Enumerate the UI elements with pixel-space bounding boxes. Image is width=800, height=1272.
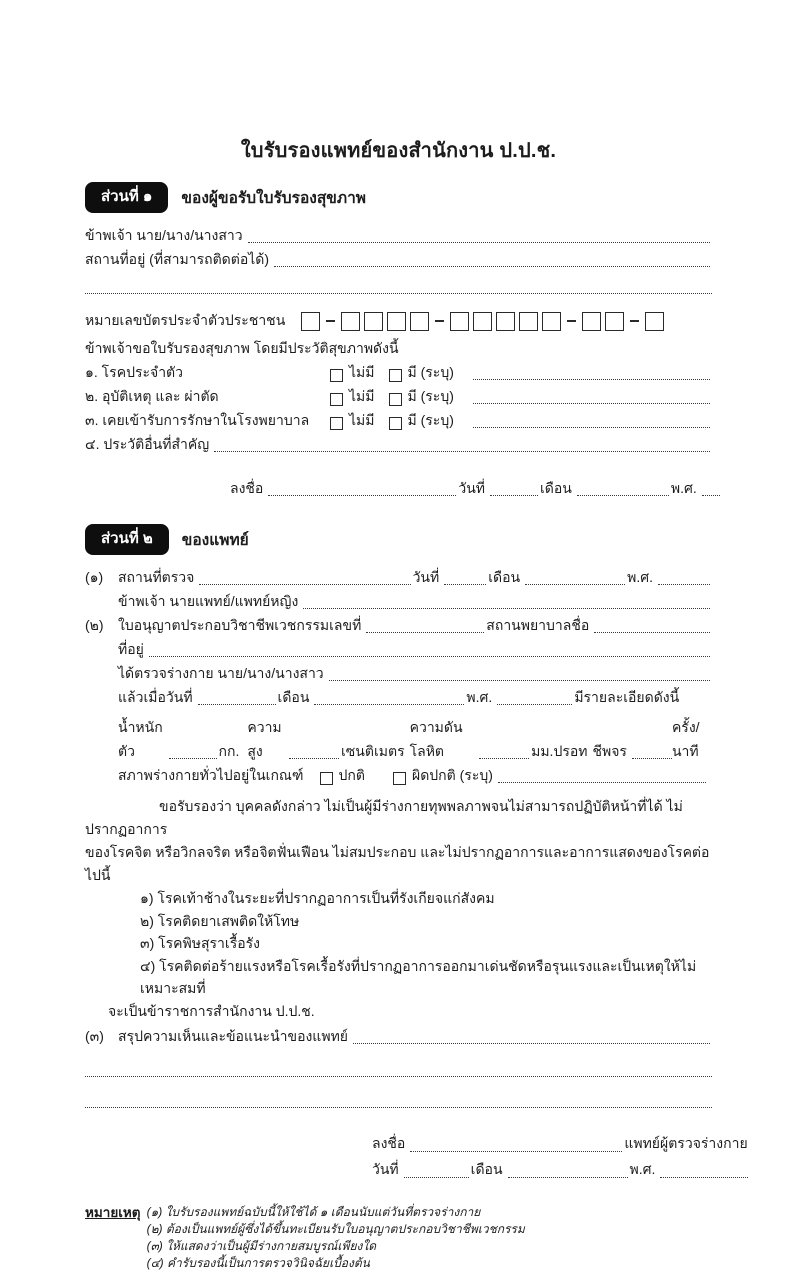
national-id-row [85,310,712,332]
day-label: วันที่ [372,1161,399,1177]
no-label: ไม่มี [349,412,375,428]
id-digit-box[interactable] [301,312,320,331]
details-label: มีรายละเอียดดังนี้ [574,689,680,705]
id-dash [326,320,335,322]
exam-place-row [85,565,712,589]
exam-place-label: สถานที่ตรวจ [118,569,195,585]
applicant-address-row [85,247,712,271]
exam-place-field[interactable] [199,568,410,585]
doctor-name-row [118,589,712,613]
on-date-label: แล้วเมื่อวันที่ [118,689,193,705]
abnormal-label: ผิดปกติ (ระบุ) [412,767,493,783]
exam-date-day-field[interactable] [198,688,276,705]
no-checkbox[interactable] [330,369,343,382]
license-row [85,613,712,637]
section2-header [85,524,712,555]
doctor-signature-field[interactable] [410,1135,622,1152]
section2-title: ของแพทย์ [181,532,249,549]
applicant-sign-year-field[interactable] [702,479,720,496]
note-item: (๓) ให้แสดงว่าเป็นผู้มีร่างกายสมบูรณ์เพียงใด [146,1239,376,1253]
section1-header [85,182,712,213]
hospital-address-row [118,637,712,661]
note-item: (๒) ต้องเป็นแพทย์ผู้ซึ่งได้ขึ้นทะเบียนรับใบอนุญาตประกอบวิชาชีพเวชกรรม [146,1222,525,1236]
disease-item: ๑) โรคเท้าช้างในระยะที่ปรากฏอาการเป็นที่รังเกียจแก่สังคม [140,890,495,906]
hospital-address-label: ที่อยู่ [118,641,144,657]
month-label: เดือน [277,689,310,705]
id-digit-box[interactable] [341,312,360,331]
summary-field[interactable] [353,1027,710,1044]
national-id-label: หมายเลขบัตรประจำตัวประชาชน [85,312,286,328]
condition-row [118,763,712,787]
pulse-label: ชีพจร [592,743,627,759]
applicant-sign-month-field[interactable] [577,479,669,496]
other-history-row [85,432,712,456]
id-digit-box[interactable] [364,312,383,331]
history-item-label: ๓. เคยเข้ารับการรักษาในโรงพยาบาล [85,412,310,428]
page-title: ใบรับรองแพทย์ของสำนักงาน ป.ป.ช. [240,140,557,162]
id-digit-box[interactable] [387,312,406,331]
yes-label: มี (ระบุ) [407,412,454,428]
exam-year-field[interactable] [658,568,710,585]
doctor-signature-block [372,1130,748,1182]
other-history-field[interactable] [214,435,710,452]
history-detail-field[interactable] [473,411,710,428]
year-label: พ.ศ. [670,480,697,496]
yes-label: มี (ระบุ) [407,364,454,380]
note-item: (๔) คำรับรองนี้เป็นการตรวจวินิจฉัยเบื้องต้น [146,1256,370,1270]
history-item-row [85,408,712,432]
national-id-boxes[interactable] [299,312,666,331]
id-digit-box[interactable] [410,312,429,331]
certification-paragraph [85,795,712,887]
certify-line1: ขอรับรองว่า บุคคลดังกล่าว ไม่เป็นผู้มีร่างกายทุพพลภาพจนไม่สามารถปฏิบัติหน้าที่ได้ ไม่ปรากฏอาการ [85,798,683,837]
hospital-name-field[interactable] [594,616,710,633]
hospital-address-field[interactable] [149,640,710,657]
doctor-sign-month-field[interactable] [508,1161,628,1178]
summary-label: สรุปความเห็นและข้อแนะนำของแพทย์ [118,1028,348,1044]
applicant-signature-row [230,476,712,500]
yes-checkbox[interactable] [389,393,402,406]
history-item-row [85,360,712,384]
no-checkbox[interactable] [330,417,343,430]
examined-person-field[interactable] [329,664,710,681]
section2-badge: ส่วนที่ ๒ [85,524,169,555]
applicant-address-field[interactable] [274,250,710,267]
doctor-name-field[interactable] [303,592,710,609]
applicant-name-label: ข้าพเจ้า นาย/นาง/นางสาว [85,227,243,243]
exam-date-month-field[interactable] [314,688,464,705]
id-digit-box[interactable] [473,312,492,331]
notes-heading: หมายเหตุ [85,1205,141,1220]
applicant-signature-field[interactable] [268,479,456,496]
doctor-sign-date-row [372,1156,712,1182]
doctor-sign-year-field[interactable] [660,1161,748,1178]
sign-label: ลงชื่อ [230,480,264,496]
examined-person-label: ได้ตรวจร่างกาย นาย/นาง/นางสาว [118,665,324,681]
note-item: (๑) ใบรับรองแพทย์ฉบับนี้ให้ใช้ได้ ๑ เดือนนับแต่วันที่ตรวจร่างกาย [146,1205,481,1219]
year-label: พ.ศ. [627,569,653,585]
yes-label: มี (ระบุ) [407,388,454,404]
disease-item: ๒) โรคติดยาเสพติดให้โทษ [140,912,300,929]
abnormal-checkbox[interactable] [393,772,406,785]
hospital-label: สถานพยาบาลชื่อ [486,617,590,633]
bp-label: ความดันโลหิต [409,719,463,759]
pulse-field[interactable] [632,742,672,759]
item3-number: (๓) [85,1028,104,1044]
applicant-name-row [85,223,712,247]
exam-day-field[interactable] [444,568,486,585]
item1-number: (๑) [85,569,104,585]
id-dash [630,320,639,322]
year-label: พ.ศ. [466,689,493,705]
id-digit-box[interactable] [542,312,561,331]
doctor-sign-suffix: แพทย์ผู้ตรวจร่างกาย [624,1135,748,1151]
history-item-row [85,384,712,408]
applicant-address-field-line2[interactable] [85,275,712,294]
cm-label: เซนติเมตร [341,743,405,759]
summary-field-line3[interactable] [85,1089,712,1108]
id-digit-box[interactable] [450,312,469,331]
disease-item: ๓) โรคพิษสุราเรื้อรัง [140,935,260,951]
history-item-label: ๒. อุบัติเหตุ และ ผ่าตัด [85,388,219,404]
month-label: เดือน [470,1161,503,1177]
applicant-sign-day-field[interactable] [490,479,538,496]
history-item-label: ๑. โรคประจำตัว [85,364,184,380]
no-checkbox[interactable] [330,393,343,406]
no-label: ไม่มี [349,388,375,404]
history-intro-row [85,336,712,360]
license-label: ใบอนุญาตประกอบวิชาชีพเวชกรรมเลขที่ [118,617,362,633]
weight-label: น้ำหนักตัว [118,719,163,759]
disease-item: ๔) โรคติดต่อร้ายแรงหรือโรคเรื้อรังที่ปรากฏอาการออกมาเด่นชัดหรือรุนแรงและเป็นเหตุให้ไม่เหมาะสมที่ [140,957,697,996]
mmhg-label: มม.ปรอท [531,743,588,759]
day-label: วันที่ [412,569,440,585]
history-detail-field[interactable] [473,363,710,380]
applicant-name-field[interactable] [248,226,710,243]
doctor-name-label: ข้าพเจ้า นายแพทย์/แพทย์หญิง [118,593,299,609]
notes-items [147,1204,525,1272]
applicant-address-label: สถานที่อยู่ (ที่สามารถติดต่อได้) [85,251,270,267]
no-label: ไม่มี [349,364,375,380]
exam-date-row [118,685,712,709]
exam-month-field[interactable] [525,568,625,585]
notes-block [85,1204,712,1272]
id-digit-box[interactable] [605,312,624,331]
doctor-summary-row [85,1024,712,1048]
other-history-label: ๔. ประวัติอื่นที่สำคัญ [85,436,210,452]
bp-field[interactable] [479,742,529,759]
item2-number: (๒) [85,617,104,633]
month-label: เดือน [488,569,521,585]
id-digit-box[interactable] [519,312,538,331]
vitals-row [118,715,712,763]
normal-checkbox[interactable] [320,772,333,785]
disease-item-continuation: จะเป็นข้าราชการสำนักงาน ป.ป.ช. [108,1002,315,1019]
year-label: พ.ศ. [629,1161,656,1177]
yes-checkbox[interactable] [389,369,402,382]
examined-person-row [118,661,712,685]
history-intro: ข้าพเจ้าขอใบรับรองสุขภาพ โดยมีประวัติสุขภาพดังนี้ [85,340,399,356]
license-number-field[interactable] [366,616,484,633]
height-field[interactable] [289,742,339,759]
id-digit-box[interactable] [645,312,664,331]
id-dash [435,320,444,322]
doctor-sign-day-field[interactable] [404,1161,469,1178]
section1-badge: ส่วนที่ ๑ [85,182,168,213]
section1-title: ของผู้ขอรับใบรับรองสุขภาพ [181,190,367,207]
certify-line2: ของโรคจิต หรือวิกลจริต หรือจิตฟั่นเฟือน ไม่สมประกอบ และไม่ปรากฏอาการและอาการแสดงของโรคต่อไปนี้ [85,844,710,883]
month-label: เดือน [540,480,572,496]
history-detail-field[interactable] [473,387,710,404]
condition-label: สภาพร่างกายทั่วไปอยู่ในเกณฑ์ [118,767,304,783]
normal-label: ปกติ [338,767,365,783]
abnormal-detail-field[interactable] [498,766,706,783]
height-label: ความสูง [247,719,282,759]
weight-field[interactable] [169,742,217,759]
exam-date-year-field[interactable] [497,688,572,705]
sign-label: ลงชื่อ [372,1135,406,1151]
id-digit-box[interactable] [582,312,601,331]
id-dash [567,320,576,322]
summary-field-line2[interactable] [85,1058,712,1077]
kg-label: กก. [218,743,240,759]
id-digit-box[interactable] [496,312,515,331]
doctor-signature-row [372,1130,748,1156]
yes-checkbox[interactable] [389,417,402,430]
day-label: วันที่ [458,480,485,496]
per-min-label: ครั้ง/นาที [671,719,700,759]
